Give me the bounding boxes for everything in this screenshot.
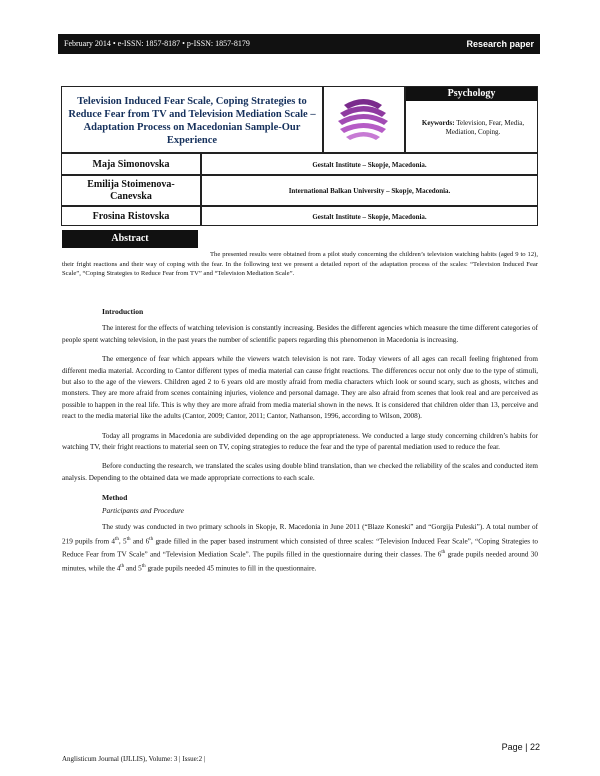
paragraph: The emergence of fear which appears while the viewers watch television is not rare. Today viewers of all ages can recall feeling frightened from different media material. According to Cantor different types of media material can cause fright reactions. The differences occur not only due to the type of stimuli, but also to the age of the viewers. Children aged 2 to 6 years old are mostly afraid from media characters which look or sound scary, such as ghosts, witches and monsters. They are more afraid from scenes containing injuries, violence and personal damage. They are also afraid from scenes that look real and are perceived as possible to happen in the real life. This is why they are more afraid from media material shown in the news. It is considered that children older than 13, perceive and react to the media material like the adults (Cantor, 2009; Cantor, 2011; Cantor, Nathanson, 1996, according to Wilson, 2008). — [62, 355, 538, 421]
author-name-cell — [61, 206, 201, 226]
journal-header-bar — [58, 34, 540, 54]
keywords-label: Keywords: — [421, 119, 455, 127]
author-affiliation-cell — [201, 206, 538, 226]
paragraph: Today all programs in Macedonia are subdivided depending on the age appropriateness. We conducted a large study concerning children’s habits for watching TV, their fright reactions to material seen on TV, coping strategies to reduce the fear and the type of parental mediation used to reduce the fear. — [62, 431, 538, 452]
paragraph: The study was conducted in two primary schools in Skopje, R. Macedonia in June 2011 (“Blaze Koneski” and “Gorgija Puleski”). A total number of 219 pupils from 4th, 5th and 6th grade filled in the paper based instrument which consisted of three scales: “Television Induced Fear Scale”, “Coping Strategies to Reduce Fear from TV Scale” and “Television Mediation Scale”. The pupils filled in the questionnaire during their classes. The 6th grade pupils needed around 30 minutes, while the 4th and 5th grade pupils needed 45 minutes to fill in the questionnaire. — [62, 523, 538, 573]
logo-icon — [324, 87, 404, 152]
subject-field-label: Psychology — [406, 87, 537, 101]
paper-title: Television Induced Fear Scale, Coping Strategies to Reduce Fear from TV and Television Mediation Scale – Adaptation Process on Macedonian Sample-Our Experience — [61, 86, 323, 153]
page-number: Page | 22 — [501, 742, 540, 752]
subsection-heading-participants: Participants and Procedure — [102, 505, 184, 515]
author-name: Emilija Stoimenova-Canevska — [87, 179, 175, 202]
paragraph: The interest for the effects of watching television is constantly increasing. Besides the different agencies which measure the time different categories of people spent watching television, in the past years the number of scientific papers regarding this phenomenon in Macedonia is increasing. — [62, 324, 538, 344]
author-name: Maja Simonovska — [92, 159, 170, 170]
keywords-list: Television, Fear, Media, Mediation, Coping. — [445, 119, 525, 136]
author-name-cell — [61, 153, 201, 175]
paper-type-label: Research paper — [466, 39, 534, 49]
abstract-text: The presented results were obtained from a pilot study concerning the children’s television watching habits (aged 9 to 12), their fright reactions and their way of coping with the fear. In the following text we present a detailed report of the adaptation process of the scales: “Television Induced Fear Scale”, “Coping Strategies to Reduce Fear from TV” and “Television Mediation Scale”. — [62, 251, 538, 277]
section-heading-introduction: Introduction — [102, 307, 144, 316]
journal-logo — [323, 86, 405, 153]
author-affiliation: International Balkan University – Skopje, Macedonia. — [288, 187, 451, 195]
paragraph: Before conducting the research, we translated the scales using double blind translation, than we checked the reliability of the scales and conducted item analysis. Depending to the obtained data we made appropriate corrections to each scale. — [62, 462, 538, 482]
author-affiliation-cell — [201, 153, 538, 175]
subject-box — [405, 86, 538, 153]
section-heading-method: Method — [102, 493, 128, 503]
journal-issn-info: February 2014 • e-ISSN: 1857-8187 • p-ISSN: 1857-8179 — [64, 39, 250, 48]
author-affiliation: Gestalt Institute – Skopje, Macedonia. — [312, 161, 427, 169]
author-affiliation-cell — [201, 175, 538, 206]
author-name-cell — [61, 175, 201, 206]
abstract-heading: Abstract — [62, 230, 198, 248]
author-affiliation: Gestalt Institute – Skopje, Macedonia. — [312, 213, 427, 221]
journal-footer: Anglisticum Journal (IJLLIS), Volume: 3 | Issue:2 | — [62, 755, 206, 763]
author-name: Frosina Ristovska — [92, 211, 170, 222]
paper-body — [62, 306, 538, 583]
keywords-block — [412, 119, 534, 137]
